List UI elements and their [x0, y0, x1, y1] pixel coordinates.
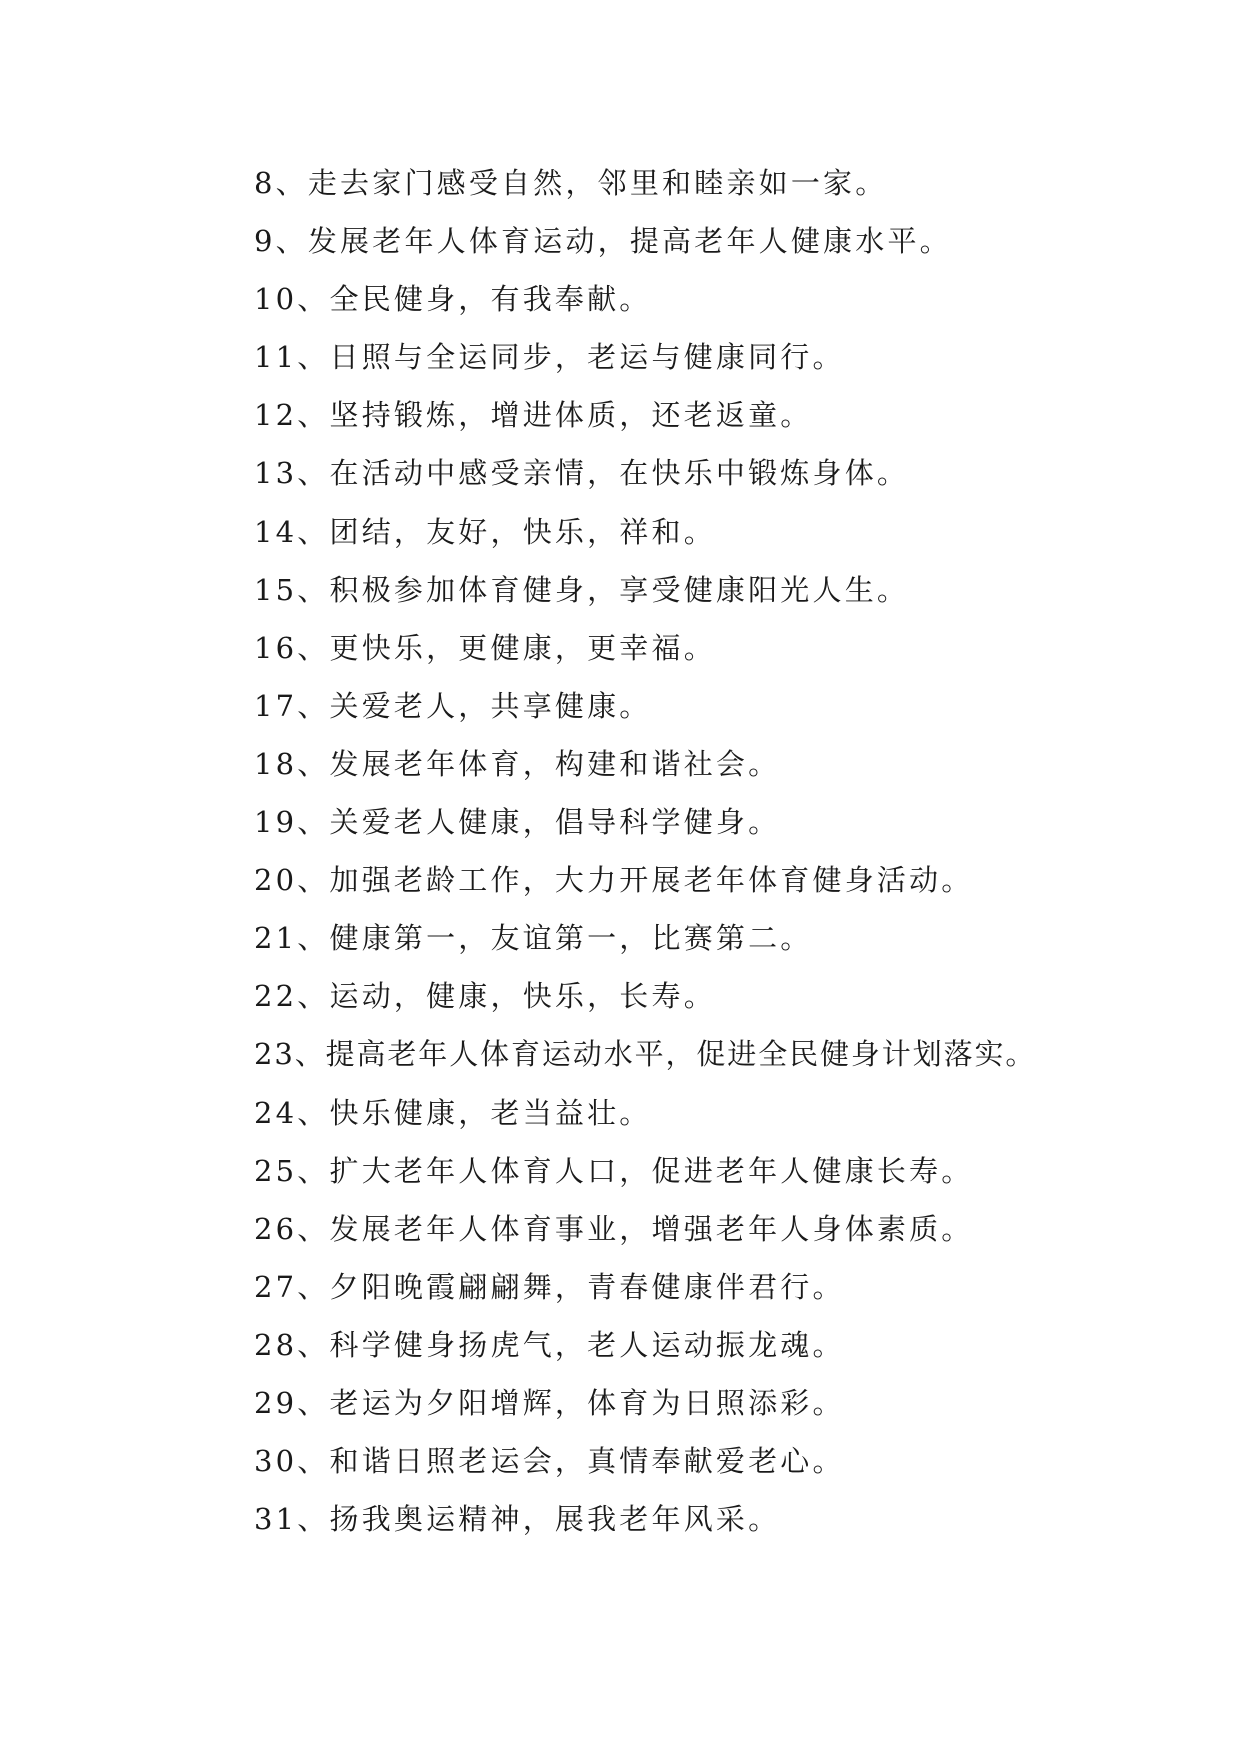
list-item: 8、走去家门感受自然，邻里和睦亲如一家。 [254, 166, 888, 200]
list-item: 21、健康第一，友谊第一，比赛第二。 [254, 921, 813, 956]
list-item: 15、积极参加体育健身，享受健康阳光人生。 [254, 572, 910, 607]
list-item: 22、运动，健康，快乐，长寿。 [254, 979, 716, 1014]
list-item: 30、和谐日照老运会，真情奉献爱老心。 [254, 1444, 845, 1479]
list-item: 29、老运为夕阳增辉，体育为日照添彩。 [254, 1385, 845, 1420]
list-item: 31、扬我奥运精神，展我老年风采。 [254, 1502, 781, 1537]
list-item: 14、团结，友好，快乐，祥和。 [254, 514, 716, 549]
list-item: 23、提高老年人体育运动水平，促进全民健身计划落实。 [254, 1037, 1037, 1072]
list-item: 19、关爱老人健康，倡导科学健身。 [254, 805, 781, 840]
list-item: 10、全民健身，有我奉献。 [254, 282, 652, 317]
list-item: 16、更快乐，更健康，更幸福。 [254, 630, 716, 665]
list-item: 26、发展老年人体育事业，增强老年人身体素质。 [254, 1211, 974, 1246]
list-item: 27、夕阳晚霞翩翩舞，青春健康伴君行。 [254, 1269, 845, 1304]
list-item: 9、发展老年人体育运动，提高老年人健康水平。 [254, 224, 952, 259]
list-item: 18、发展老年体育，构建和谐社会。 [254, 746, 781, 781]
list-item: 17、关爱老人，共享健康。 [254, 688, 652, 723]
list-item: 11、日照与全运同步，老运与健康同行。 [254, 340, 845, 375]
list-item: 12、坚持锻炼，增进体质，还老返童。 [254, 398, 813, 433]
list-item: 20、加强老龄工作，大力开展老年体育健身活动。 [254, 863, 974, 898]
list-item: 24、快乐健康，老当益壮。 [254, 1095, 652, 1130]
list-item: 25、扩大老年人体育人口，促进老年人健康长寿。 [254, 1153, 974, 1188]
list-item: 28、科学健身扬虎气，老人运动振龙魂。 [254, 1327, 845, 1362]
list-item: 13、在活动中感受亲情，在快乐中锻炼身体。 [254, 456, 910, 491]
slogan-list [254, 154, 1154, 1548]
